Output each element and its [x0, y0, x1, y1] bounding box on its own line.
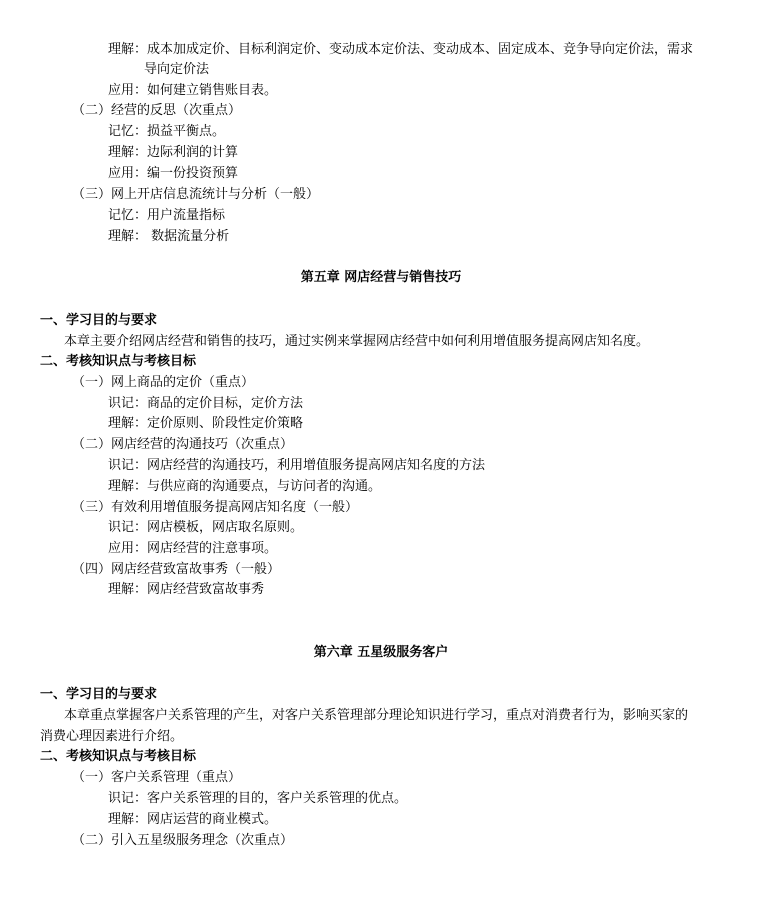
item-text: 理解：定价原则、阶段性定价策略 [108, 416, 304, 431]
subsection-heading: （二）引入五星级服务理念（次重点） [72, 833, 294, 848]
item-text: 导向定价法 [144, 62, 210, 77]
item-text: 识记：网店模板，网店取名原则。 [108, 520, 304, 535]
item-text: 理解：边际利润的计算 [108, 145, 239, 160]
paragraph: 消费心理因素进行介绍。 [40, 729, 184, 744]
subsection-heading: （二）经营的反思（次重点） [72, 103, 242, 118]
item-text: 应用：网店经营的注意事项。 [108, 541, 278, 556]
item-text: 理解： 数据流量分析 [108, 229, 230, 244]
chapter-title: 第五章 网店经营与销售技巧 [300, 270, 462, 285]
item-text: 理解：网店经营致富故事秀 [108, 582, 265, 597]
section-heading: 一、学习目的与要求 [40, 313, 158, 328]
section-heading: 二、考核知识点与考核目标 [40, 749, 197, 764]
item-text: 应用：如何建立销售账目表。 [108, 83, 278, 98]
subsection-heading: （一）客户关系管理（重点） [72, 770, 242, 785]
item-text: 理解：成本加成定价、目标利润定价、变动成本定价法、变动成本、固定成本、竞争导向定价法，需求 [108, 42, 694, 57]
item-text: 理解：与供应商的沟通要点，与访问者的沟通。 [108, 479, 382, 494]
item-text: 识记：客户关系管理的目的，客户关系管理的优点。 [108, 791, 408, 806]
paragraph: 本章主要介绍网店经营和销售的技巧，通过实例来掌握网店经营中如何利用增值服务提高网店知名度。 [64, 334, 650, 349]
chapter-title: 第六章 五星级服务客户 [313, 645, 449, 660]
item-text: 记忆：用户流量指标 [108, 208, 226, 223]
subsection-heading: （一）网上商品的定价（重点） [72, 375, 255, 390]
item-text: 记忆：损益平衡点。 [108, 124, 226, 139]
item-text: 识记：网店经营的沟通技巧，利用增值服务提高网店知名度的方法 [108, 458, 486, 473]
item-text: 理解：网店运营的商业模式。 [108, 812, 278, 827]
paragraph: 本章重点掌握客户关系管理的产生，对客户关系管理部分理论知识进行学习，重点对消费者行为，影响买家的 [64, 708, 689, 723]
subsection-heading: （三）网上开店信息流统计与分析（一般） [72, 187, 320, 202]
item-text: 应用：编一份投资预算 [108, 166, 239, 181]
item-text: 识记：商品的定价目标，定价方法 [108, 396, 304, 411]
subsection-heading: （三）有效利用增值服务提高网店知名度（一般） [72, 500, 359, 515]
subsection-heading: （四）网店经营致富故事秀（一般） [72, 562, 281, 577]
section-heading: 二、考核知识点与考核目标 [40, 354, 197, 369]
section-heading: 一、学习目的与要求 [40, 687, 158, 702]
subsection-heading: （二）网店经营的沟通技巧（次重点） [72, 437, 294, 452]
